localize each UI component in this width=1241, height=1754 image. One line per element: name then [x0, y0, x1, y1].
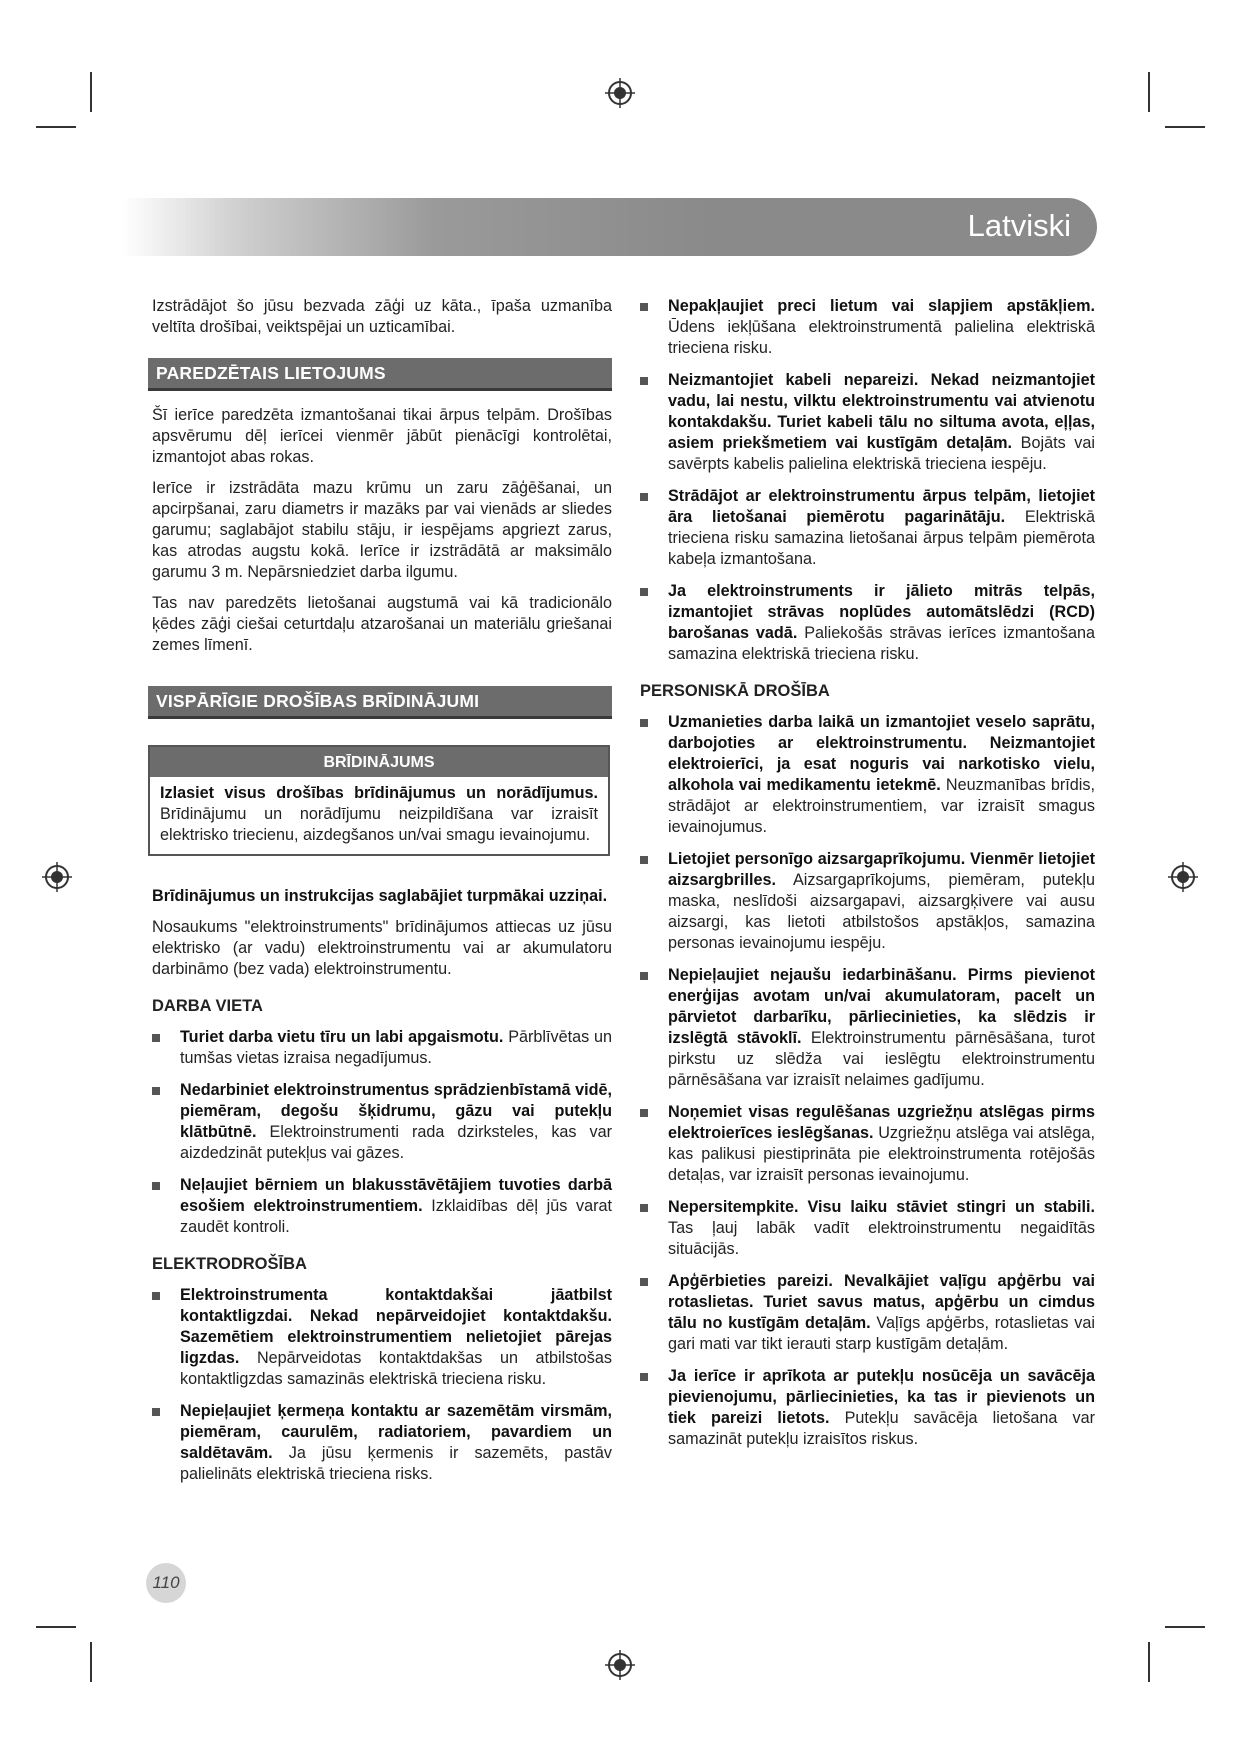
crop-mark: [1148, 1642, 1150, 1682]
bullet-icon: [640, 493, 648, 501]
warning-box-title: BRĪDINĀJUMS: [150, 747, 608, 777]
bullet-icon: [640, 719, 648, 727]
warning-box-body: [150, 777, 608, 854]
language-header-bar: [122, 198, 1097, 256]
list-item: [152, 1401, 612, 1485]
subheading-work-area: DARBA VIETA: [152, 997, 263, 1015]
list-item: [640, 1102, 1095, 1186]
item-text: Elektriskā trieciena risku samazina lietošanai ārpus telpām piemērota kabeļa izmantošana.: [668, 508, 1095, 568]
bullet-icon: [640, 972, 648, 980]
bullet-icon: [152, 1182, 160, 1190]
registration-mark-icon: [605, 1650, 635, 1680]
item-bold: Ja ierīce ir aprīkota ar putekļu nosūcēja un savācēja pievienojumu, pārliecinieties, ka tas ir pievienots un tiek pareizi lietots.: [668, 1367, 1095, 1427]
bullet-icon: [640, 856, 648, 864]
section-heading-intended-use: PAREDZĒTAIS LIETOJUMS: [148, 358, 612, 391]
item-text: Tas ļauj labāk vadīt elektroinstrumentu negaidītās situācijās.: [668, 1219, 1095, 1258]
item-bold: Neļaujiet bērniem un blakusstāvētājiem tuvoties darbā esošiem elektroinstrumentiem.: [180, 1176, 612, 1215]
bullet-icon: [152, 1292, 160, 1300]
item-bold: Neizmantojiet kabeli nepareizi. Nekad neizmantojiet vadu, lai nestu, vilktu elektroinstrumentu vai atvienotu kontakdakšu. Turiet kabeli tālu no siltuma avota, eļļas, asiem priekšmetiem vai kustīgām detaļām.: [668, 371, 1095, 452]
bullet-icon: [640, 588, 648, 596]
crop-mark: [90, 1642, 92, 1682]
item-bold: Nepakļaujiet preci lietum vai slapjiem apstākļiem.: [668, 297, 1095, 315]
warning-box-text: Brīdinājumu un norādījumu neizpildīšana var izraisīt elektrisko triecienu, aizdegšanos un/vai smagu ievainojumu.: [160, 805, 598, 844]
section-heading-general-safety: VISPĀRĪGIE DROŠĪBAS BRĪDINĀJUMI: [148, 686, 612, 719]
list-item: [152, 1027, 612, 1069]
list-item: [640, 581, 1095, 665]
item-text: Ūdens iekļūšana elektroinstrumentā palielina elektriskā trieciena risku.: [668, 318, 1095, 357]
save-instructions: [152, 886, 612, 907]
list-item: [640, 1197, 1095, 1260]
registration-mark-icon: [42, 862, 72, 892]
list-item: [640, 486, 1095, 570]
intro-paragraph: Izstrādājot šo jūsu bezvada zāģi uz kāta., īpaša uzmanība veltīta drošībai, veiktspējai un uzticamībai.: [152, 297, 612, 336]
list-item: [640, 1271, 1095, 1355]
intended-use-paragraph: Ierīce ir izstrādāta mazu krūmu un zaru zāģēšanai, un apcirpšanai, zaru diametrs ir mazāks par vai vienāds ar sliedes garumu; saglabājot stabilu stāju, ir iespējams apgriezt zarus, kas atrodas augstu kokā. Ierīce ir izstrādātā ar maksimālo garumu 3 m. Nepārsniedziet darba ilgumu.: [152, 479, 612, 581]
item-bold: Elektroinstrumenta kontaktdakšai jāatbilst kontaktligzdai. Nekad nepārveidojiet kontaktdakšu. Sazemētiem elektroinstrumentiem nelietojiet pārejas ligzdas.: [180, 1286, 612, 1367]
item-bold: Uzmanieties darba laikā un izmantojiet veselo saprātu, darbojoties ar elektroinstrumentu. Neizmantojiet elektroierīci, ja esat noguris vai narkotisko vielu, alkohola vai medikamentu ietekmē.: [668, 713, 1095, 794]
item-text: Neuzmanības brīdis, strādājot ar elektroinstrumentiem, var izraisīt smagus ievainojumus.: [668, 776, 1095, 836]
item-text: Ja jūsu ķermenis ir sazemēts, pastāv palielināts elektriskā trieciena risks.: [180, 1444, 612, 1483]
bullet-icon: [640, 1373, 648, 1381]
list-item: [152, 1175, 612, 1238]
warning-box: [148, 745, 610, 856]
warning-box-bold: Izlasiet visus drošības brīdinājumus un norādījumus.: [160, 784, 598, 802]
bullet-icon: [152, 1408, 160, 1416]
electrical-safety-list-continued: [640, 296, 1095, 665]
crop-mark: [36, 1626, 76, 1628]
bullet-icon: [640, 1278, 648, 1286]
language-label: Latviski: [967, 208, 1071, 243]
item-bold: Apģērbieties pareizi. Nevalkājiet vaļīgu apģērbu vai rotaslietas. Turiet savus matus, apģērbu un cimdus tālu no kustīgām detaļām.: [668, 1272, 1095, 1332]
item-text: Elektroinstrumenti rada dzirksteles, kas var aizdedzināt putekļus vai gāzes.: [180, 1123, 612, 1162]
item-text: Putekļu savācēja lietošana var samazināt putekļu izraisītos riskus.: [668, 1409, 1096, 1448]
crop-mark: [36, 126, 76, 128]
item-text: Nepārveidotas kontaktdakšas un atbilstošas kontaktligzdas samazinās elektriskā trieciena risku.: [180, 1349, 612, 1388]
crop-mark: [90, 72, 92, 112]
page-number: 110: [146, 1563, 186, 1603]
bullet-icon: [640, 377, 648, 385]
bullet-icon: [152, 1034, 160, 1042]
work-area-list: [152, 1027, 612, 1238]
save-instructions-text: Brīdinājumus un instrukcijas saglabājiet turpmākai uzziņai.: [152, 887, 608, 905]
item-text: Uzgriežņu atslēga vai atslēga, kas palikusi piestiprināta pie elektroinstrumenta rotējošās detaļas, var izraisīt personas ievainojumu.: [668, 1124, 1095, 1184]
definition-paragraph: Nosaukums "elektroinstruments" brīdinājumos attiecas uz jūsu elektrisko (ar vadu) elektroinstrumentu vai ar akumulatoru darbināmo (bez vada) elektroinstrumentu.: [152, 918, 612, 978]
right-column: [640, 296, 1095, 1461]
crop-mark: [1148, 72, 1150, 112]
list-item: [640, 849, 1095, 954]
item-bold: Nedarbiniet elektroinstrumentus sprādzienbīstamā vidē, piemēram, degošu šķidrumu, gāzu vai putekļu klātbūtnē.: [180, 1081, 612, 1141]
list-item: [640, 1366, 1095, 1450]
item-bold: Nepieļaujiet nejaušu iedarbināšanu. Pirms pievienot enerģijas avotam un/vai akumulatoram, pacelt un pārvietot darbarīku, pārliecinieties, ka slēdzis ir izslēgtā stāvoklī.: [668, 966, 1095, 1047]
item-text: Pārblīvētas un tumšas vietas izraisa negadījumus.: [180, 1028, 612, 1067]
list-item: [152, 1080, 612, 1164]
list-item: [640, 712, 1095, 838]
item-bold: Turiet darba vietu tīru un labi apgaismotu.: [180, 1028, 504, 1046]
item-bold: Noņemiet visas regulēšanas uzgriežņu atslēgas pirms elektroierīces ieslēgšanas.: [668, 1103, 1095, 1142]
list-item: [640, 965, 1095, 1091]
crop-mark: [1165, 126, 1205, 128]
item-bold: Lietojiet personīgo aizsargaprīkojumu. Vienmēr lietojiet aizsargbrilles.: [668, 850, 1095, 889]
item-text: Elektroinstrumentu pārnēsāšana, turot pirkstu uz slēdža vai ieslēgtu elektroinstrumentu pārnēsāšana var izraisīt nelaimes gadījumu.: [668, 1029, 1096, 1089]
list-item: [640, 296, 1095, 359]
bullet-icon: [152, 1087, 160, 1095]
item-text: Paliekošās strāvas ierīces izmantošana samazina elektriskā trieciena risku.: [668, 624, 1095, 663]
registration-mark-icon: [1168, 862, 1198, 892]
intended-use-paragraph: Šī ierīce paredzēta izmantošanai tikai ārpus telpām. Drošības apsvērumu dēļ ierīcei vienmēr jābūt pienācīgi kontrolētai, izmantojot abas rokas.: [152, 406, 612, 466]
electrical-safety-list: [152, 1285, 612, 1485]
item-bold: Nepersitempkite. Visu laiku stāviet stingri un stabili.: [668, 1198, 1095, 1216]
list-item: [640, 370, 1095, 475]
item-text: Izklaidības dēļ jūs varat zaudēt kontroli.: [180, 1197, 612, 1236]
bullet-icon: [640, 1109, 648, 1117]
left-column: [152, 296, 612, 1496]
subheading-personal-safety: PERSONISKĀ DROŠĪBA: [640, 682, 830, 700]
intended-use-paragraph: Tas nav paredzēts lietošanai augstumā vai kā tradicionālo ķēdes zāģi ciešai ceturtdaļu atzarošanai un materiālu griešanai zemes līmenī.: [152, 594, 612, 654]
personal-safety-list: [640, 712, 1095, 1450]
registration-mark-icon: [605, 78, 635, 108]
item-text: Aizsargaprīkojums, piemēram, putekļu maska, neslīdoši aizsargapavi, aizsargķivere vai ausu aizsargi, kas lietoti atbilstošos apstākļos, samazina personas ievainojumu iespēju.: [668, 871, 1095, 952]
bullet-icon: [640, 303, 648, 311]
bullet-icon: [640, 1204, 648, 1212]
item-bold: Strādājot ar elektroinstrumentu ārpus telpām, lietojiet āra lietošanai piemērotu pagarinātāju.: [668, 487, 1095, 526]
list-item: [152, 1285, 612, 1390]
item-bold: Ja elektroinstruments ir jālieto mitrās telpās, izmantojiet strāvas noplūdes automātslēdzi (RCD) barošanas vadā.: [668, 582, 1095, 642]
item-text: Vaļīgs apģērbs, rotaslietas vai gari mati var tikt ierauti starp kustīgām detaļām.: [668, 1314, 1095, 1353]
crop-mark: [1165, 1626, 1205, 1628]
item-text: Bojāts vai savērpts kabelis palielina elektriskā trieciena iespēju.: [668, 434, 1095, 473]
item-bold: Nepieļaujiet ķermeņa kontaktu ar sazemētām virsmām, piemēram, caurulēm, radiatoriem, pavardiem un saldētavām.: [180, 1402, 612, 1462]
subheading-electrical-safety: ELEKTRODROŠĪBA: [152, 1255, 307, 1273]
